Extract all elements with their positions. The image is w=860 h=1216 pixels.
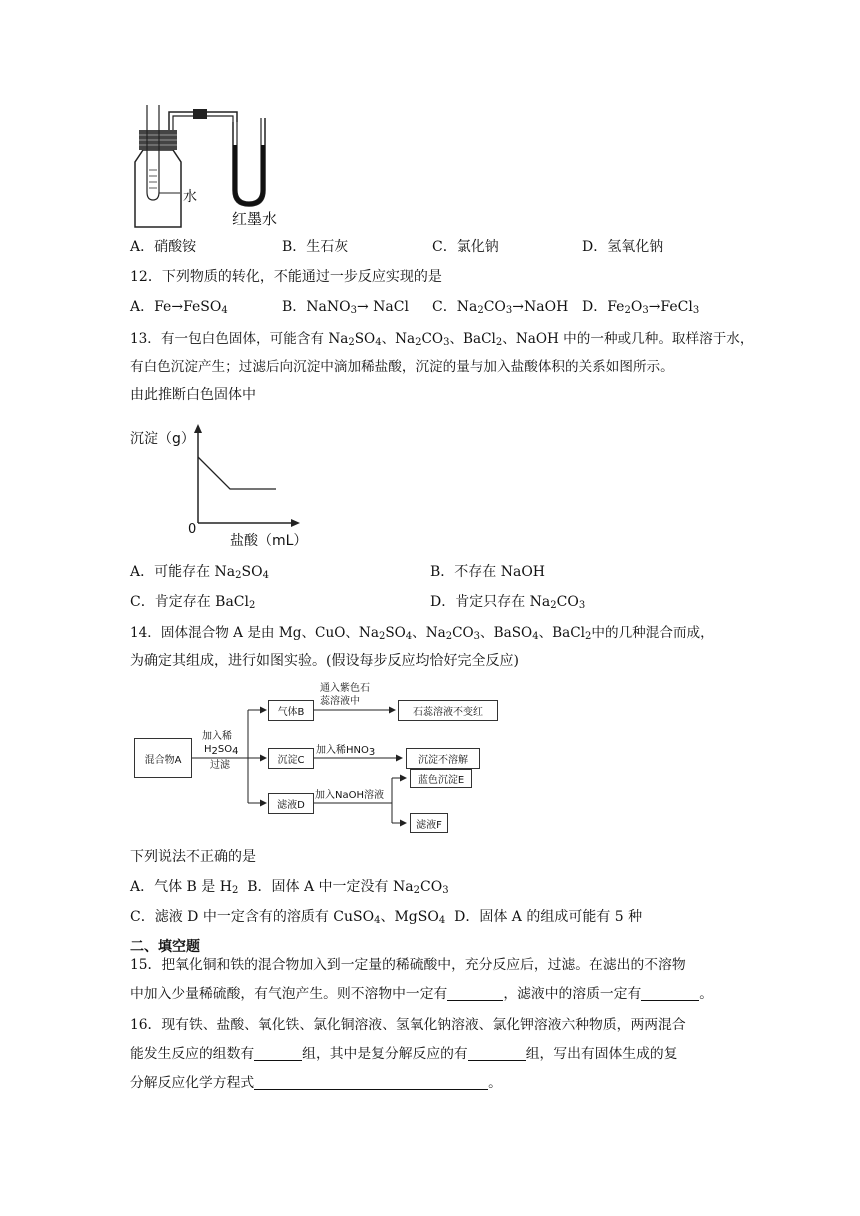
litmus-result-box: 石蕊溶液不变红 (398, 700, 498, 721)
precipitate-graph (180, 420, 310, 530)
q14-option-ab: A．气体 B 是 $H_2$ B．固体 A 中一定没有 $Na_2CO_3$ (130, 879, 449, 896)
q13-option-a: A．可能存在 $Na_2SO_4$ (130, 564, 269, 581)
reagent-label-3: 过滤 (210, 760, 230, 771)
q14-line2: 为确定其组成，进行如图实验。(假设每步反应均恰好完全反应) (130, 653, 519, 669)
water-label: 水 (183, 189, 197, 205)
q13-option-b: B．不存在 NaOH (430, 564, 546, 580)
naoh-label: 加入NaOH溶液 (315, 790, 384, 801)
hno3-label: 加入稀$HNO_3$ (316, 745, 376, 758)
q15-line2: 中加入少量稀硫酸，有气泡产生。则不溶物中一定有 ，滤液中的溶质一定有 。 (130, 986, 714, 1002)
q12-option-b: B．NaNO$_3$→ NaCl (282, 299, 409, 316)
reagent-label-1: 加入稀 (202, 731, 232, 742)
q15-line1: 15．把氧化铜和铁的混合物加入到一定量的稀硫酸中，充分反应后，过滤。在滤出的不溶物 (130, 957, 686, 973)
q15-blank-1[interactable] (447, 986, 503, 1001)
q12-option-d: D．$Fe_2O_3\to FeCl_3$ (582, 299, 700, 316)
q16-blank-1[interactable] (254, 1046, 302, 1061)
graph-origin: 0 (188, 522, 197, 537)
section-title: 二、填空题 (130, 939, 200, 955)
filtrate-d-box: 滤液D (268, 793, 314, 814)
q13-line1: 13．有一包白色固体，可能含有 $Na_2SO_4$、$Na_2CO_3$、BaCl$_2$、NaOH 中的一种或几种。取样溶于水， (130, 331, 754, 348)
q13-option-d: D．肯定只存在 $Na_2CO_3$ (430, 594, 586, 611)
q12-option-c: C．$Na_2CO_3\to NaOH$ (432, 299, 569, 316)
q13-option-c: C．肯定存在 BaCl$_2$ (130, 594, 256, 611)
q14-prompt: 下列说法不正确的是 (130, 849, 256, 865)
q14-option-cd: C．滤液 D 中一定含有的溶质有 CuSO$_4$、MgSO$_4$ D．固体 A 的组成可能有 5 种 (130, 909, 643, 926)
litmus-label-1: 通入紫色石 (320, 683, 370, 694)
q11-option-a: A．硝酸铵 (130, 239, 197, 255)
mixture-a-box: 混合物A (134, 738, 192, 778)
gas-b-box: 气体B (268, 700, 314, 721)
q12-option-a: A．Fe→FeSO$_4$ (130, 299, 228, 316)
reagent-label-2: $H_2SO_4$ (204, 744, 239, 757)
q16-blank-3[interactable] (254, 1075, 488, 1090)
q16-line2: 能发生反应的组数有 组，其中是复分解反应的有 组，写出有固体生成的复 (130, 1046, 678, 1062)
q14-line1: 14．固体混合物 A 是由 Mg、CuO、$Na_2SO_4$、$Na_2CO_3$、BaSO$_4$、BaCl$_2$中的几种混合而成， (130, 625, 714, 642)
q12-stem: 12．下列物质的转化，不能通过一步反应实现的是 (130, 269, 442, 285)
precipitate-c-result-box: 沉淀不溶解 (406, 748, 480, 769)
precipitate-c-box: 沉淀C (268, 748, 314, 769)
q16-blank-2[interactable] (468, 1046, 526, 1061)
q16-line1: 16．现有铁、盐酸、氧化铁、氯化铜溶液、氢氧化钠溶液、氯化钾溶液六种物质，两两混合 (130, 1017, 686, 1033)
filtrate-f-box: 滤液F (410, 813, 448, 833)
graph-y-label: 沉淀（g） (130, 431, 195, 447)
q13-line2: 有白色沉淀产生；过滤后向沉淀中滴加稀盐酸，沉淀的量与加入盐酸体积的关系如图所示。 (130, 359, 674, 375)
q11-option-c: C．氯化钠 (432, 239, 499, 255)
blue-precipitate-e-box: 蓝色沉淀E (410, 769, 472, 788)
graph-x-label: 盐酸（mL） (230, 533, 308, 549)
q11-option-d: D．氢氧化钠 (582, 239, 664, 255)
litmus-label-2: 蕊溶液中 (320, 696, 360, 707)
q13-line3: 由此推断白色固体中 (130, 387, 256, 403)
q15-blank-2[interactable] (641, 986, 699, 1001)
ink-label: 红墨水 (232, 210, 278, 228)
q16-line3: 分解反应化学方程式 。 (130, 1075, 502, 1091)
q11-option-b: B．生石灰 (282, 239, 349, 255)
